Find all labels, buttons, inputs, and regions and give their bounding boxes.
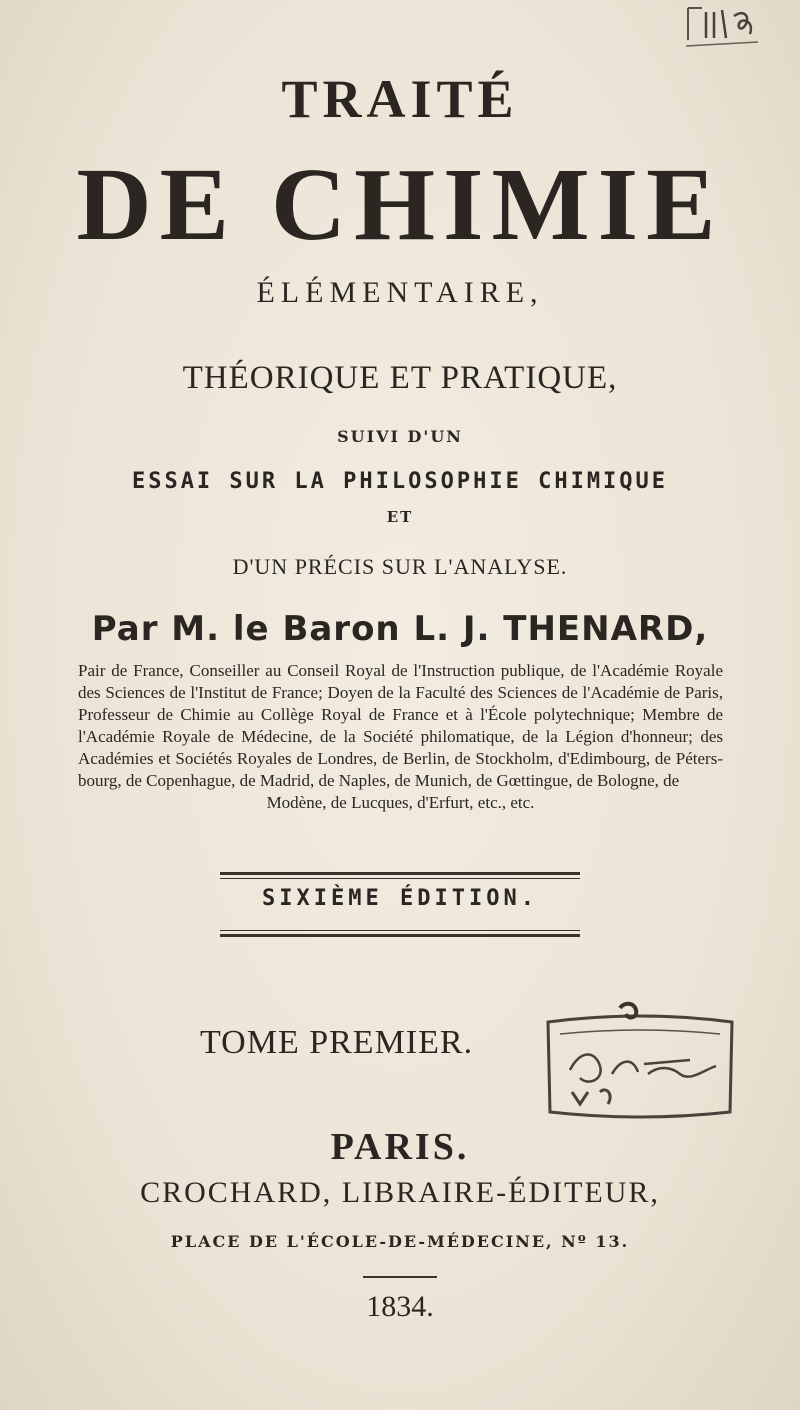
credentials-last-line: Modène, de Lucques, d'Erfurt, etc., etc.	[266, 793, 535, 812]
divider-bottom-thick	[220, 934, 580, 937]
credentials-main: Pair de France, Conseiller au Conseil Royal de l'Instruction publique, de l'Académie Royale des Sciences de l'Institut de France; Doyen de la Faculté des Sciences de l'Académie de Paris, Professeur de Chimie au Collège Royal de France et à l'École polytechnique; Membre de l'Académie Royale de Médecine, de la Société philomatique, de la Légion d'honneur; des Académies et Sociétés Royales de Londres, de Berlin, de Stockholm, d'Edimbourg, de Péters-bourg, de Copenhague, de Madrid, de Naples, de Munich, de Gœttingue, de Bologne, de	[78, 661, 723, 790]
edition-line: SIXIÈME ÉDITION.	[262, 886, 538, 911]
shelfmark-stamp-icon	[684, 0, 764, 50]
imprint-year: 1834.	[366, 1290, 434, 1323]
subtitle-et: ET	[386, 508, 414, 526]
title-line-traite: TRAITÉ	[281, 69, 519, 129]
title-line-theorique: THÉORIQUE ET PRATIQUE,	[182, 360, 618, 396]
library-stamp-icon	[540, 1000, 740, 1120]
title-line-elementaire: ÉLÉMENTAIRE,	[256, 276, 544, 309]
author-line: Par M. le Baron L. J. THENARD,	[91, 609, 709, 649]
imprint-divider	[363, 1276, 437, 1278]
subtitle-suivi: SUIVI D'UN	[337, 427, 463, 446]
divider-bottom-thin	[220, 930, 580, 931]
imprint-publisher: CROCHARD, LIBRAIRE-ÉDITEUR,	[140, 1176, 660, 1209]
imprint-city: PARIS.	[330, 1126, 470, 1168]
divider-top-thick	[220, 872, 580, 875]
volume-line: TOME PREMIER.	[200, 1024, 474, 1061]
title-line-de-chimie: DE CHIMIE	[76, 147, 724, 262]
author-credentials	[78, 660, 723, 814]
subtitle-precis: D'UN PRÉCIS SUR L'ANALYSE.	[232, 554, 568, 579]
imprint-address: PLACE DE L'ÉCOLE-DE-MÉDECINE, Nº 13.	[170, 1232, 630, 1251]
subtitle-essai: ESSAI SUR LA PHILOSOPHIE CHIMIQUE	[131, 469, 669, 494]
divider-top-thin	[220, 878, 580, 879]
